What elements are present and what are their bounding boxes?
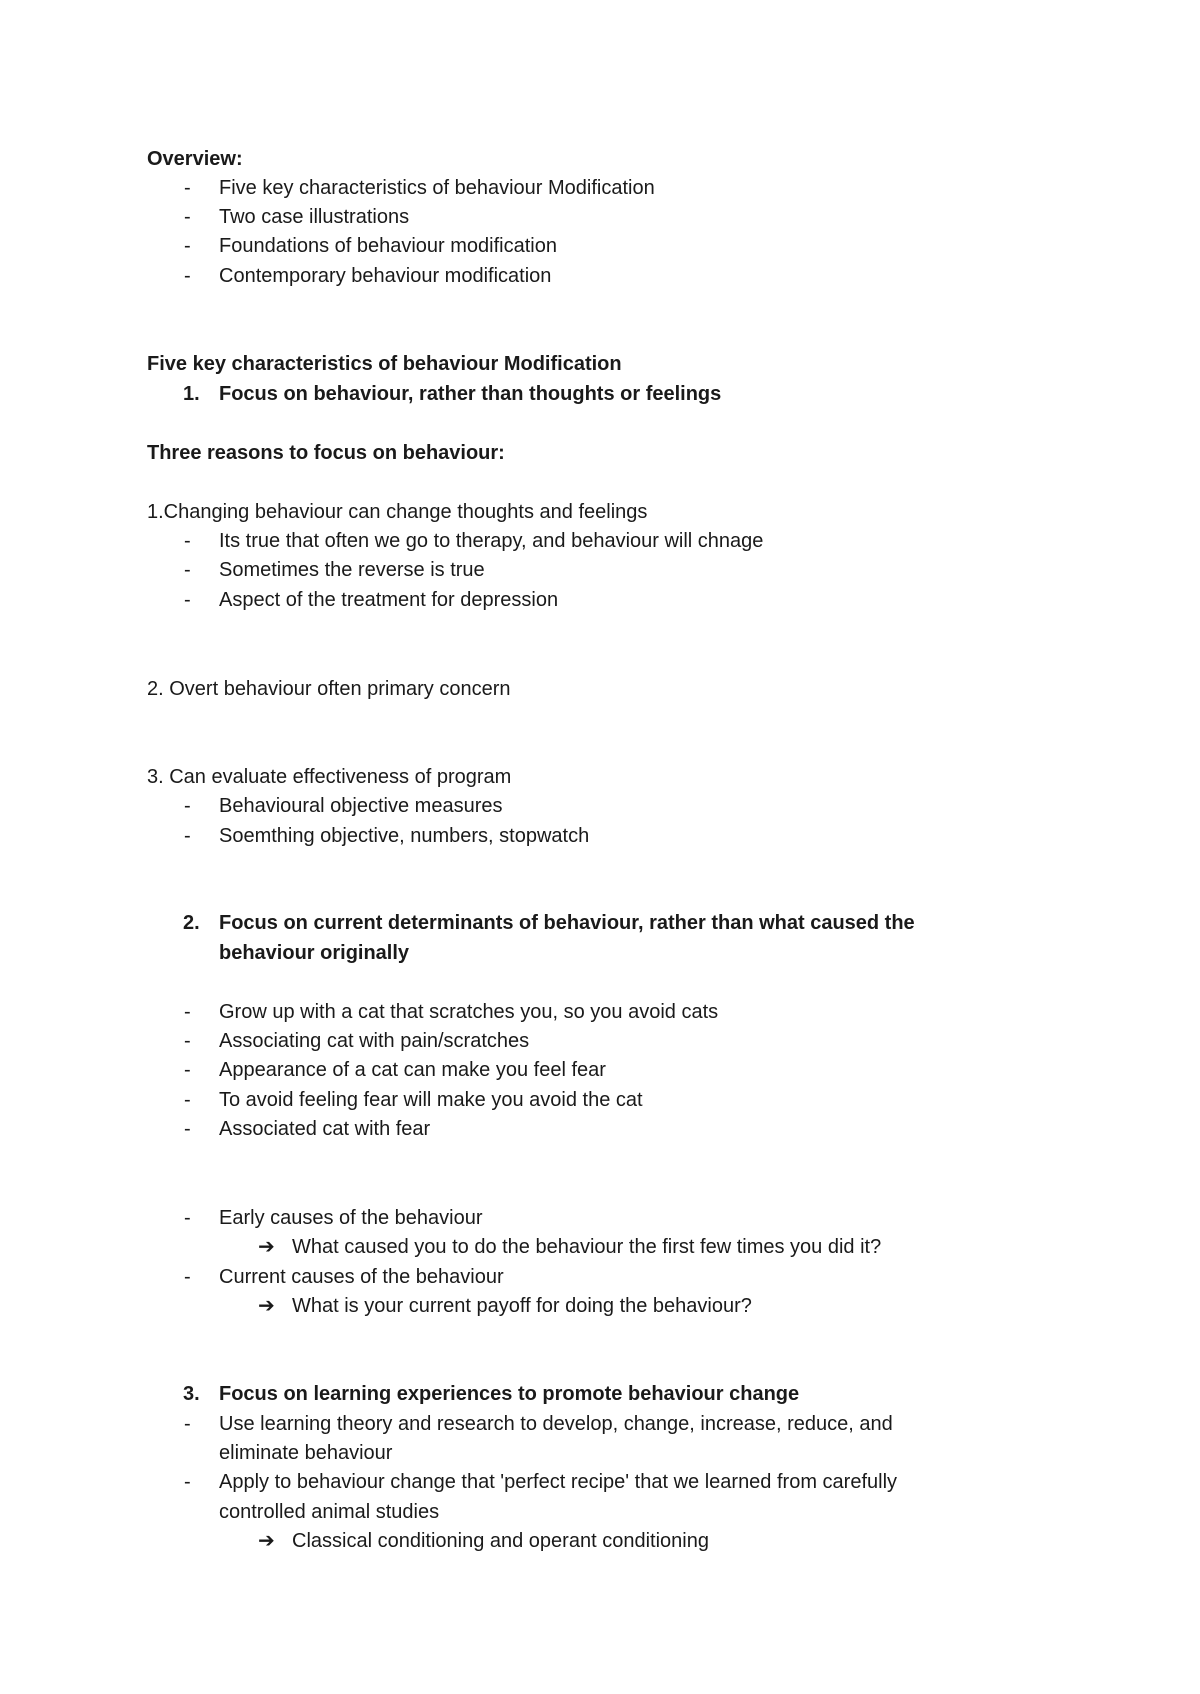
dash-bullet: - — [184, 559, 191, 581]
list-item-continued: controlled animal studies — [219, 1501, 440, 1523]
dash-bullet: - — [184, 795, 191, 817]
reasons-heading: Three reasons to focus on behaviour: — [147, 442, 505, 464]
list-item-continued: eliminate behaviour — [219, 1442, 393, 1464]
dash-bullet: - — [184, 589, 191, 611]
item-text: Focus on learning experiences to promote behaviour change — [219, 1383, 800, 1405]
item-number: 1. — [183, 383, 200, 405]
dash-bullet: - — [184, 177, 191, 199]
section-heading: Five key characteristics of behaviour Modification — [147, 353, 622, 375]
reason-1: 1.Changing behaviour can change thoughts and feelings — [147, 501, 648, 523]
item-text: Focus on current determinants of behaviour, rather than what caused the — [219, 912, 915, 934]
arrow-bullet-icon: ➔ — [258, 1530, 275, 1552]
dash-bullet: - — [184, 1413, 191, 1435]
dash-bullet: - — [184, 1001, 191, 1023]
item-number: 2. — [183, 912, 200, 934]
document-page: Overview: - Five key characteristics of behaviour Modification - Two case illustrations - Foundations of behaviour modification - Contemporary behaviour modification Five key characteristics of behaviour Modification 1. Focus on behaviour, rather than thoughts or feelings Three reasons to focus on behaviour: 1.Changing behaviour can change thoughts and feelings - Its true that often we go to therapy, and behaviour will chnage - Sometimes the reverse is true - Aspect of the treatment for depression 2. Overt behaviour often primary concern 3. Can evaluate effectiveness of program - Behavioural objective measures - Soemthing objective, numbers, stopwatch 2. Focus on current determinants of behaviour, rather than what caused the behaviour originally - Grow up with a cat that scratches you, so you avoid cats - Associating cat with pain/scratches - Appearance of a cat can make you feel fear - To avoid feeling fear will make you avoid the cat - Associated cat with fear - Early causes of the behaviour ➔ What caused you to do the behaviour the first few times you did it? - Current causes of the behaviour ➔ What is your current payoff for doing the behaviour? 3. Focus on learning experiences to promote behaviour change - Use learning theory and research to develop, change, increase, reduce, and eliminate behaviour - Apply to behaviour change that 'perfect recipe' that we learned from carefully controlled animal studies ➔ Classical conditioning and operant conditioning — [147, 148, 915, 1552]
dash-bullet: - — [184, 825, 191, 847]
reason-3: 3. Can evaluate effectiveness of program — [147, 766, 512, 788]
dash-bullet: - — [184, 265, 191, 287]
dash-bullet: - — [184, 1471, 191, 1493]
dash-bullet: - — [184, 530, 191, 552]
reason-2: 2. Overt behaviour often primary concern — [147, 678, 511, 700]
dash-bullet: - — [184, 1207, 191, 1229]
dash-bullet: - — [184, 1030, 191, 1052]
item-text-continued: behaviour originally — [219, 942, 410, 964]
arrow-bullet-icon: ➔ — [258, 1295, 275, 1317]
dash-bullet: - — [184, 206, 191, 228]
arrow-bullet-icon: ➔ — [258, 1236, 275, 1258]
overview-heading: Overview: — [147, 148, 243, 170]
dash-bullet: - — [184, 1089, 191, 1111]
dash-bullet: - — [184, 1266, 191, 1288]
dash-bullet: - — [184, 1059, 191, 1081]
item-number: 3. — [183, 1383, 200, 1405]
dash-bullet: - — [184, 1118, 191, 1140]
dash-bullet: - — [184, 235, 191, 257]
item-text: Focus on behaviour, rather than thoughts or feelings — [219, 383, 722, 405]
